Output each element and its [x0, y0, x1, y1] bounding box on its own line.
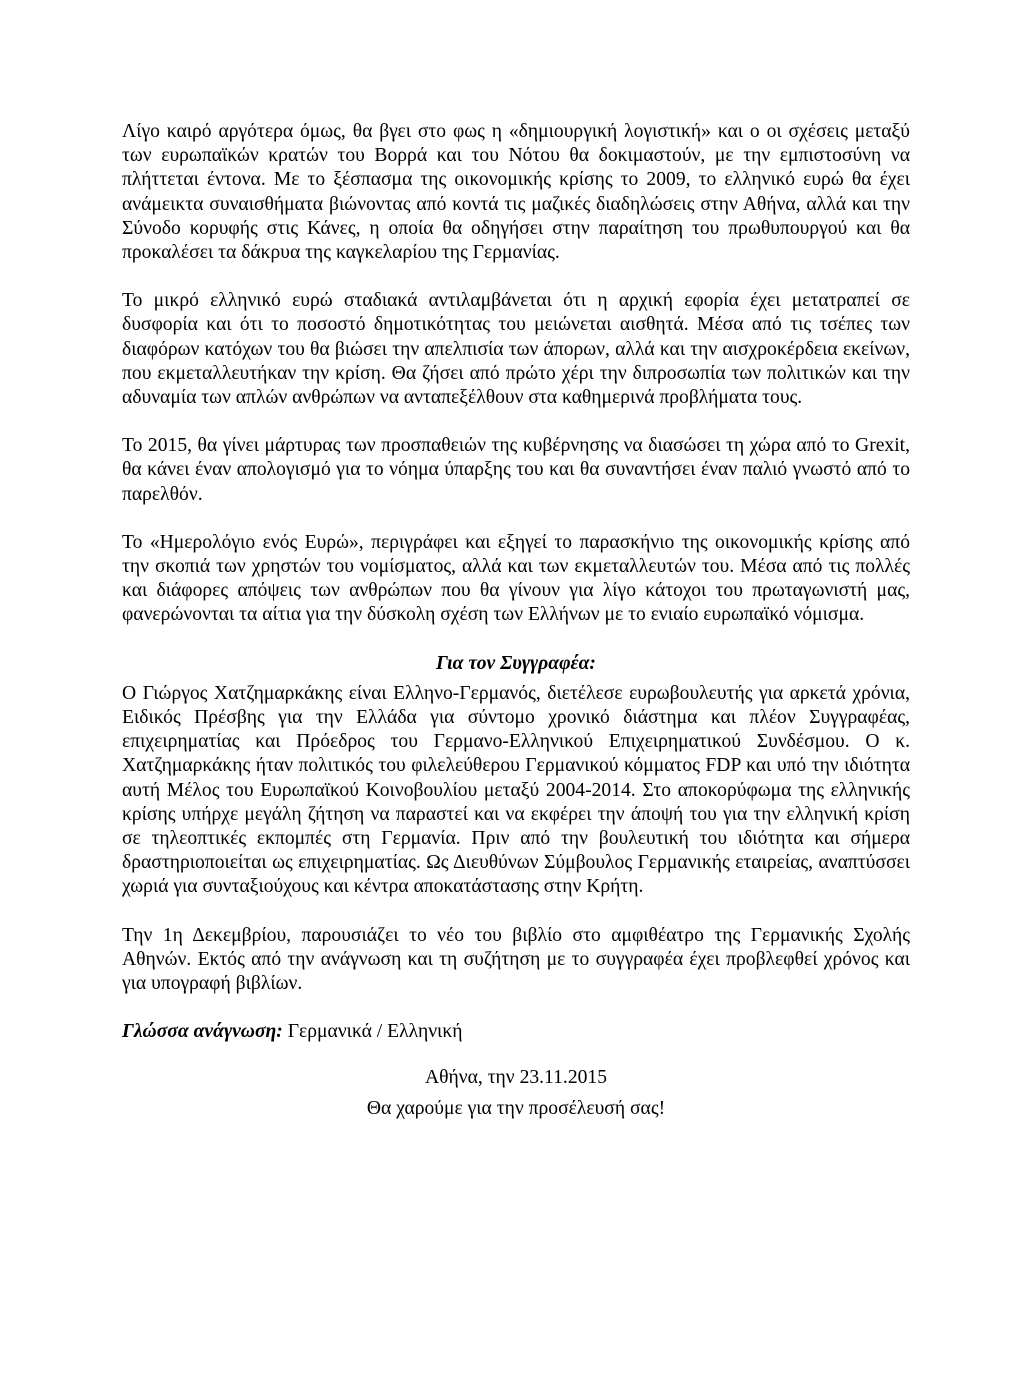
paragraph-small-euro: Το μικρό ελληνικό ευρώ σταδιακά αντιλαμβάνεται ότι η αρχική εφορία έχει μετατραπεί σε δυσφορία και ότι το ποσοστό δημοτικότητας του μειώνεται αισθητά. Μέσα από τις τσέπες των διαφόρων κατόχων του θα βιώσει την απελπισία των άπορων, αλλά και την αισχροκέρδεια εκείνων, που εκμεταλλευτήκαν την κρίση. Θα ζήσει από πρώτο χέρι την διπροσωπία των πολιτικών και την αδυναμία των απλών ανθρώπων να ανταπεξέλθουν στα καθημερινά προβλήματα τους.	[122, 290, 910, 409]
language-line	[122, 1020, 910, 1044]
paragraph-diary: Το «Ημερολόγιο ενός Ευρώ», περιγράφει και εξηγεί το παρασκήνιο της οικονομικής κρίσης από την σκοπιά των χρηστών του νομίσματος, αλλά και των εκμεταλλευτών του. Μέσα από τις πολλές και διάφορες απόψεις των ανθρώπων που θα γίνουν για λίγο κάτοχοι του πρωταγωνιστή μας, φανερώνονται τα αίτια για την δύσκολη σχέση των Ελλήνων με το ενιαίο ευρωπαϊκό νόμισμα.	[122, 531, 910, 626]
author-heading: Για τον Συγγραφέα:	[436, 652, 596, 674]
place-date: Αθήνα, την 23.11.2015	[424, 1066, 608, 1088]
paragraph-intro: Λίγο καιρό αργότερα όμως, θα βγει στο φως η «δημιουργική λογιστική» και ο οι σχέσεις μεταξύ των ευρωπαϊκών κρατών του Βορρά και του Νότου θα δοκιμαστούν, με την εμπιστοσύνη να πλήττεται έντονα. Με το ξέσπασμα της οικονομικής κρίσης το 2009, το ελληνικό ευρώ θα έχει ανάμεικτα συναισθήματα βιώνοντας από κοντά τις μαζικές διαδηλώσεις στην Αθήνα, αλλά και την Σύνοδο κορυφής στις Κάνες, η οποία θα οδηγήσει στην παραίτηση του πρωθυπουργού και θα προκαλέσει τα δάκρυα της καγκελαρίου της Γερμανίας.	[122, 121, 910, 264]
language-value: Γερμανικά / Ελληνική	[282, 1021, 463, 1043]
closing-line: Θα χαρούμε για την προσέλευσή σας!	[366, 1097, 666, 1119]
paragraph-presentation: Την 1η Δεκεμβρίου, παρουσιάζει το νέο του βιβλίο στο αμφιθέατρο της Γερμανικής Σχολής Αθηνών. Εκτός από την ανάγνωση και τη συζήτηση με το συγγραφέα έχει προβλεφθεί χρόνος και για υπογραφή βιβλίων.	[122, 924, 910, 995]
paragraph-author-bio: Ο Γιώργος Χατζημαρκάκης είναι Ελληνο-Γερμανός, διετέλεσε ευρωβουλευτής για αρκετά χρόνια, Ειδικός Πρέσβης για την Ελλάδα για σύντομο χρονικό διάστημα και πλέον Συγγραφέας, επιχειρηματίας και Πρόεδρος του Γερμανο-Ελληνικού Επιχειρηματικού Συνδέσμου. Ο κ. Χατζημαρκάκης ήταν πολιτικός του φιλελεύθερου Γερμανικού κόμματος FDP και υπό την ιδιότητα αυτή Μέλος του Ευρωπαϊκού Κοινοβουλίου μεταξύ 2004-2014. Στο αποκορύφωμα της ελληνικής κρίσης υπήρχε μεγάλη ζήτηση να παραστεί και να εκφέρει την άποψή του για την ελληνική κρίση σε τηλεοπτικές εκπομπές στη Γερμανία. Πριν από την βουλευτική του ιδιότητα και σήμερα δραστηριοποιείται ως επιχειρηματίας. Ως Διευθύνων Σύμβουλος Γερμανικής εταιρείας, αναπτύσσει χωριά για συνταξιούχους και κέντρα αποκατάστασης στην Κρήτη.	[122, 682, 910, 898]
paragraph-2015: Το 2015, θα γίνει μάρτυρας των προσπαθειών της κυβέρνησης να διασώσει τη χώρα από το Grexit, θα κάνει έναν απολογισμό για το νόημα ύπαρξης του και θα συναντήσει έναν παλιό γνωστό από το παρελθόν.	[122, 435, 910, 505]
document-page	[122, 120, 910, 1128]
language-label: Γλώσσα ανάγνωση:	[122, 1021, 283, 1043]
